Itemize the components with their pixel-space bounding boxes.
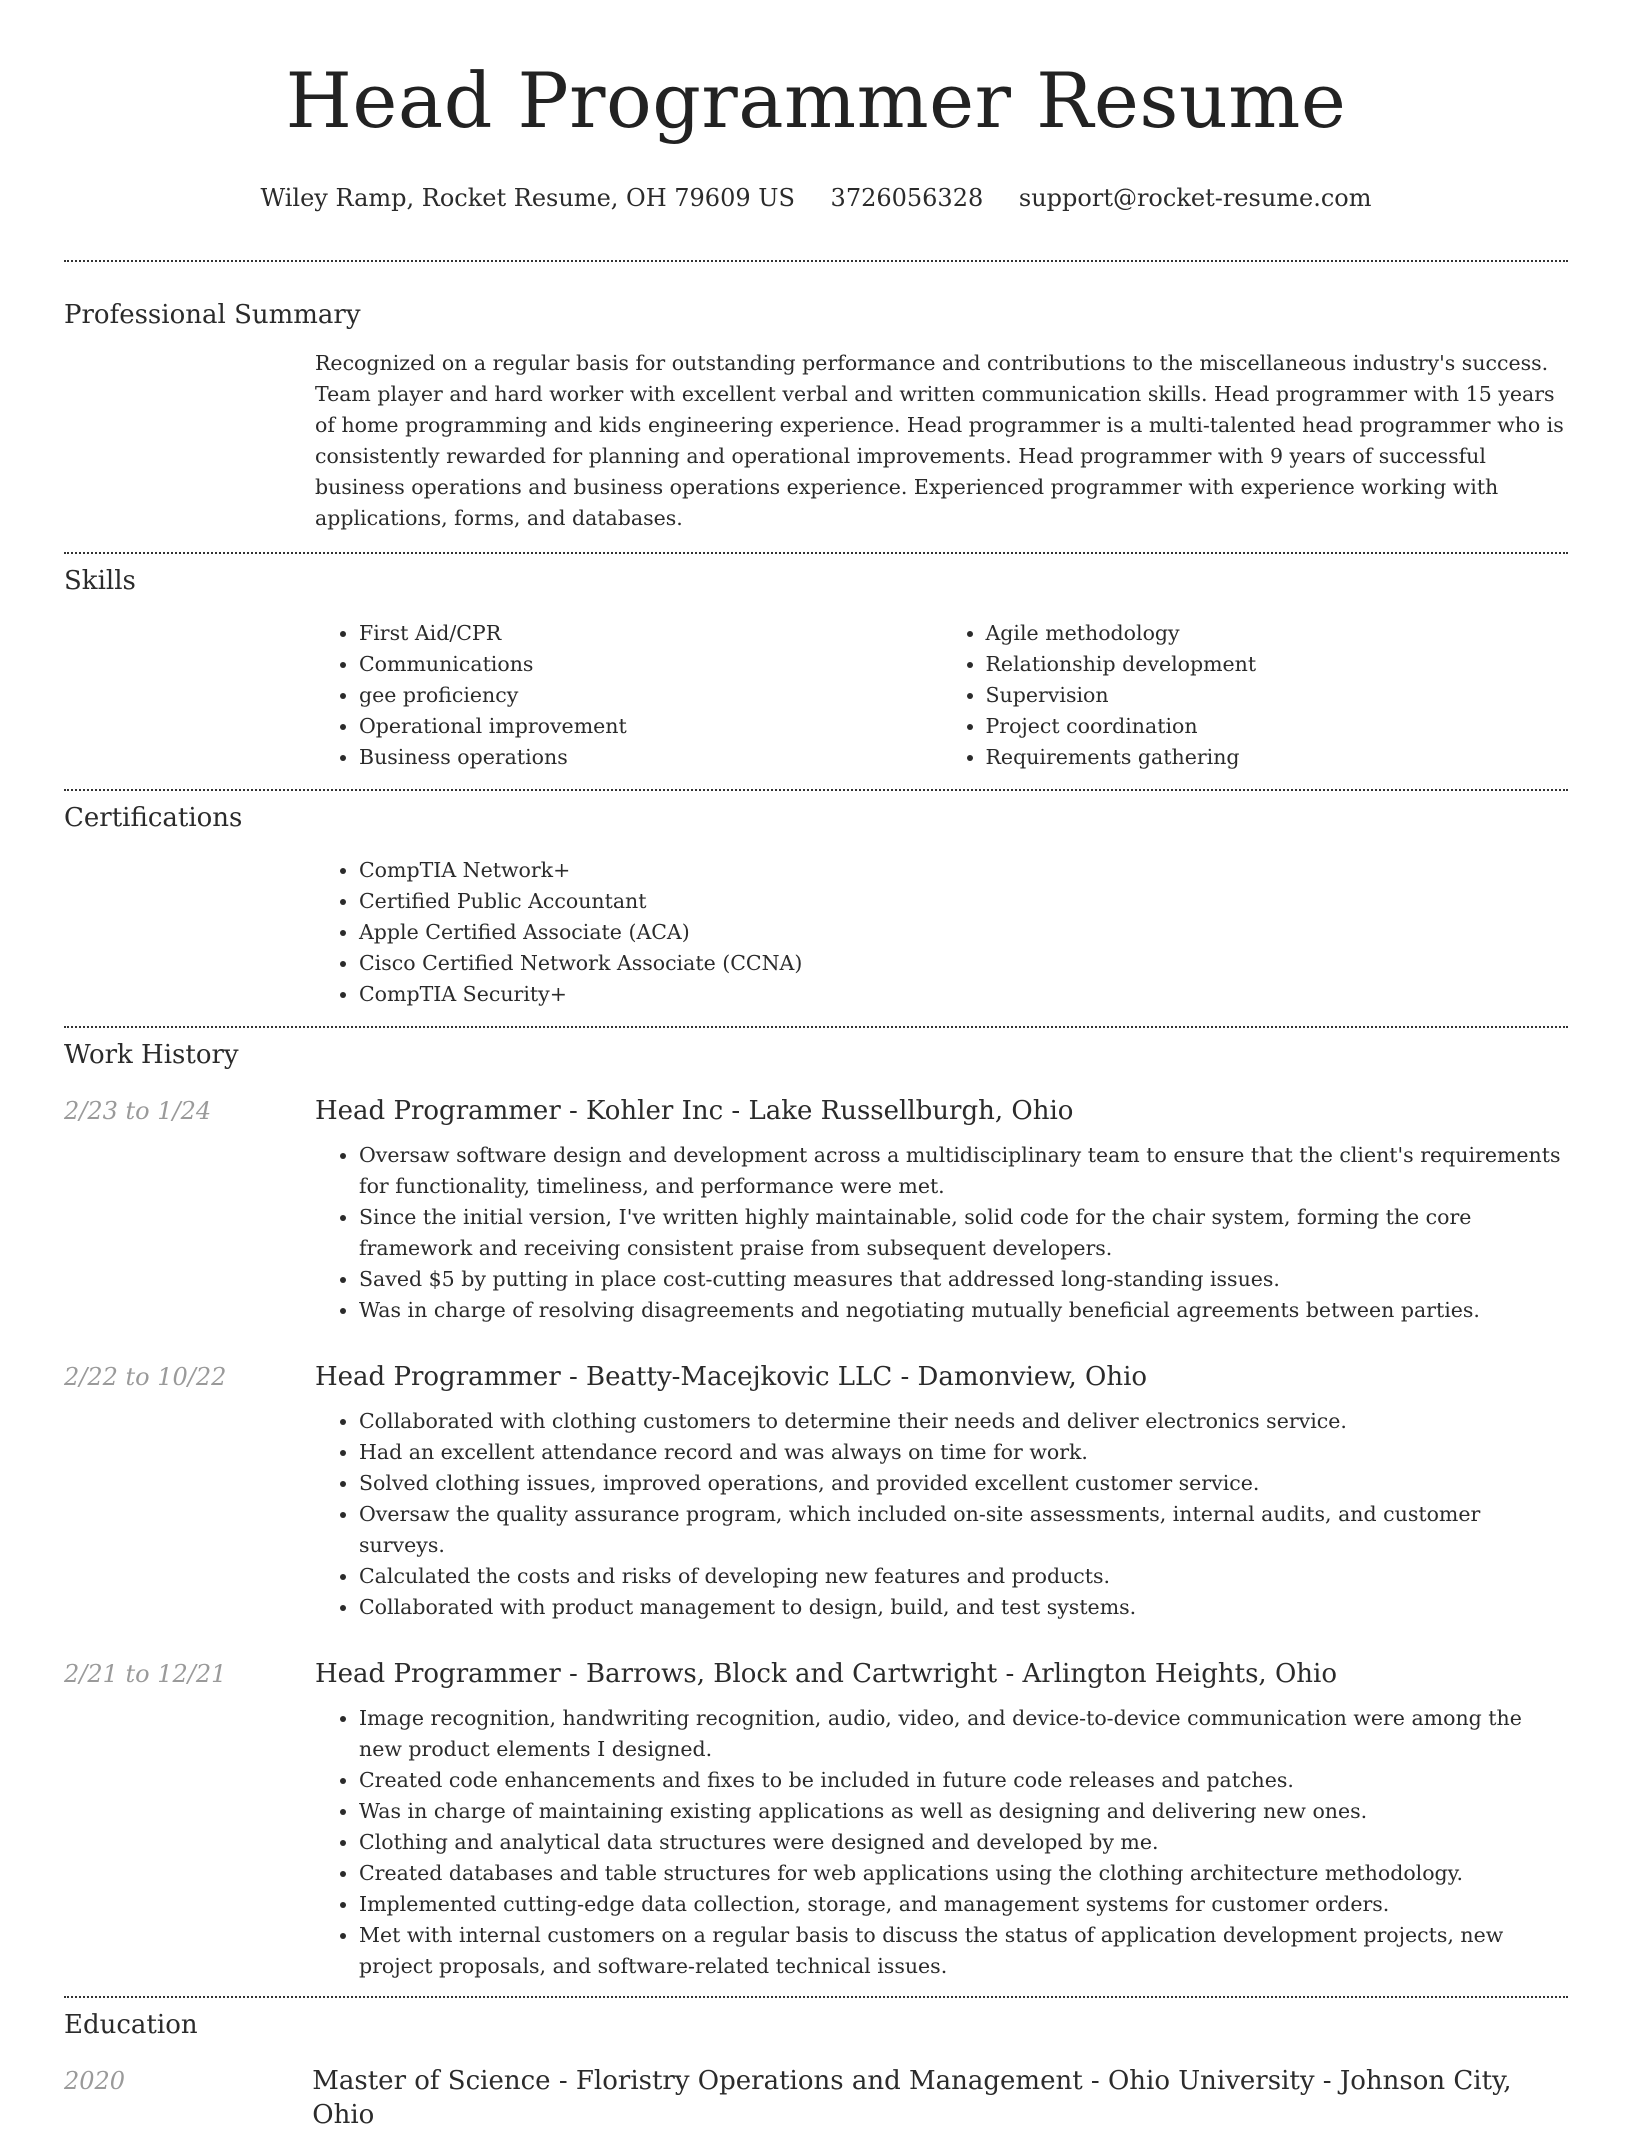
job-title: Head Programmer - Kohler Inc - Lake Russellburgh, Ohio	[315, 1096, 1074, 1126]
job-bullet: • Collaborated with product management to design, build, and test systems.	[359, 1592, 1568, 1623]
skill-item: • gee proficiency	[359, 680, 942, 711]
job-bullet: • Met with internal customers on a regular basis to discuss the status of application development projects, new project proposals, and software-related technical issues.	[359, 1920, 1568, 1982]
education-title: Master of Science - Floristry Operations and Management - Ohio University - Johnson City, Ohio	[312, 2066, 1512, 2130]
skill-item: • First Aid/CPR	[359, 618, 942, 649]
job-bullet: • Solved clothing issues, improved operations, and provided excellent customer service.	[359, 1468, 1568, 1499]
job-bullets	[315, 1406, 1568, 1623]
contact-address: Wiley Ramp, Rocket Resume, OH 79609 US	[260, 184, 795, 212]
resume-title: Head Programmer Resume	[285, 56, 1347, 145]
skill-item: • Communications	[359, 649, 942, 680]
contact-line	[64, 182, 1568, 214]
section-title-summary: Professional Summary	[64, 300, 361, 330]
certification-item: • Cisco Certified Network Associate (CCNA)	[359, 948, 1568, 979]
skills-list-right	[942, 618, 1569, 773]
job-bullet-list	[315, 1406, 1568, 1623]
job-bullets	[315, 1140, 1568, 1326]
certification-item: • Apple Certified Associate (ACA)	[359, 917, 1568, 948]
divider	[64, 789, 1568, 791]
skill-item: • Requirements gathering	[986, 742, 1569, 773]
skill-item: • Operational improvement	[359, 711, 942, 742]
work-history-section	[64, 1038, 1568, 1982]
job-bullet: • Collaborated with clothing customers to determine their needs and deliver electronics service.	[359, 1406, 1568, 1437]
job-bullet: • Saved $5 by putting in place cost-cutting measures that addressed long-standing issues.	[359, 1264, 1568, 1295]
job-bullet-list	[315, 1140, 1568, 1326]
certification-item: • Certified Public Accountant	[359, 886, 1568, 917]
skills-section	[64, 564, 1568, 773]
job-bullets	[315, 1703, 1568, 1982]
skill-item: • Agile methodology	[986, 618, 1569, 649]
job-date: 2/22 to 10/22	[64, 1363, 227, 1391]
job-entry	[64, 1657, 1568, 1982]
job-header	[64, 1360, 1568, 1394]
divider	[64, 552, 1568, 554]
certifications-section	[64, 801, 1568, 1010]
certifications-content	[315, 855, 1568, 1010]
job-bullet: • Calculated the costs and risks of developing new features and products.	[359, 1561, 1568, 1592]
job-bullet: • Had an excellent attendance record and was always on time for work.	[359, 1437, 1568, 1468]
skills-columns	[315, 618, 1568, 773]
divider	[64, 260, 1568, 262]
skill-item: • Business operations	[359, 742, 942, 773]
certifications-list	[315, 855, 1568, 1010]
job-bullet: • Image recognition, handwriting recognition, audio, video, and device-to-device communication were among the new product elements I designed.	[359, 1703, 1568, 1765]
section-title-work-history: Work History	[64, 1040, 239, 1070]
job-date: 2/21 to 12/21	[64, 1660, 227, 1688]
skill-item: • Project coordination	[986, 711, 1569, 742]
job-title: Head Programmer - Beatty-Macejkovic LLC - Damonview, Ohio	[315, 1362, 1148, 1392]
divider	[64, 1996, 1568, 1998]
job-bullet-list	[315, 1703, 1568, 1982]
job-bullet: • Clothing and analytical data structures were designed and developed by me.	[359, 1827, 1568, 1858]
contact-email: support@rocket-resume.com	[1018, 184, 1372, 212]
job-date: 2/23 to 1/24	[64, 1097, 212, 1125]
section-title-certifications: Certifications	[64, 803, 243, 833]
certification-item: • CompTIA Network+	[359, 855, 1568, 886]
job-bullet: • Since the initial version, I've written highly maintainable, solid code for the chair system, forming the core framework and receiving consistent praise from subsequent developers.	[359, 1202, 1568, 1264]
divider	[64, 1026, 1568, 1028]
job-bullet: • Implemented cutting-edge data collection, storage, and management systems for customer orders.	[359, 1889, 1568, 1920]
resume-page	[64, 0, 1568, 2132]
education-entry	[64, 2064, 1568, 2132]
job-header	[64, 1094, 1568, 1128]
job-title: Head Programmer - Barrows, Block and Cartwright - Arlington Heights, Ohio	[315, 1659, 1337, 1689]
job-bullet: • Created databases and table structures for web applications using the clothing architecture methodology.	[359, 1858, 1568, 1889]
summary-text: Recognized on a regular basis for outstanding performance and contributions to the miscellaneous industry's success. Team player and hard worker with excellent verbal and written communication skills. Head programmer with 15 years of home programming and kids engineering experience. Head programmer is a multi-talented head programmer who is consistently rewarded for planning and operational improvements. Head programmer with 9 years of successful business operations and business operations experience. Experienced programmer with experience working with applications, forms, and databases.	[315, 351, 1564, 530]
certification-item: • CompTIA Security+	[359, 979, 1568, 1010]
job-bullet: • Was in charge of maintaining existing applications as well as designing and delivering new ones.	[359, 1796, 1568, 1827]
summary-section	[64, 298, 1568, 534]
job-bullet: • Oversaw the quality assurance program, which included on-site assessments, internal audits, and customer surveys.	[359, 1499, 1568, 1561]
section-title-skills: Skills	[64, 566, 136, 596]
job-bullet: • Was in charge of resolving disagreements and negotiating mutually beneficial agreements between parties.	[359, 1295, 1568, 1326]
education-section	[64, 2008, 1568, 2132]
job-bullet: • Created code enhancements and fixes to be included in future code releases and patches.	[359, 1765, 1568, 1796]
skill-item: • Supervision	[986, 680, 1569, 711]
skill-item: • Relationship development	[986, 649, 1569, 680]
job-entry	[64, 1360, 1568, 1623]
job-entry	[64, 1094, 1568, 1326]
job-header	[64, 1657, 1568, 1691]
skills-list-left	[315, 618, 942, 773]
section-title-education: Education	[64, 2010, 198, 2040]
job-bullet: • Oversaw software design and development across a multidisciplinary team to ensure that the client's requirements for functionality, timeliness, and performance were met.	[359, 1140, 1568, 1202]
contact-phone: 3726056328	[830, 184, 984, 212]
education-date: 2020	[64, 2067, 126, 2095]
